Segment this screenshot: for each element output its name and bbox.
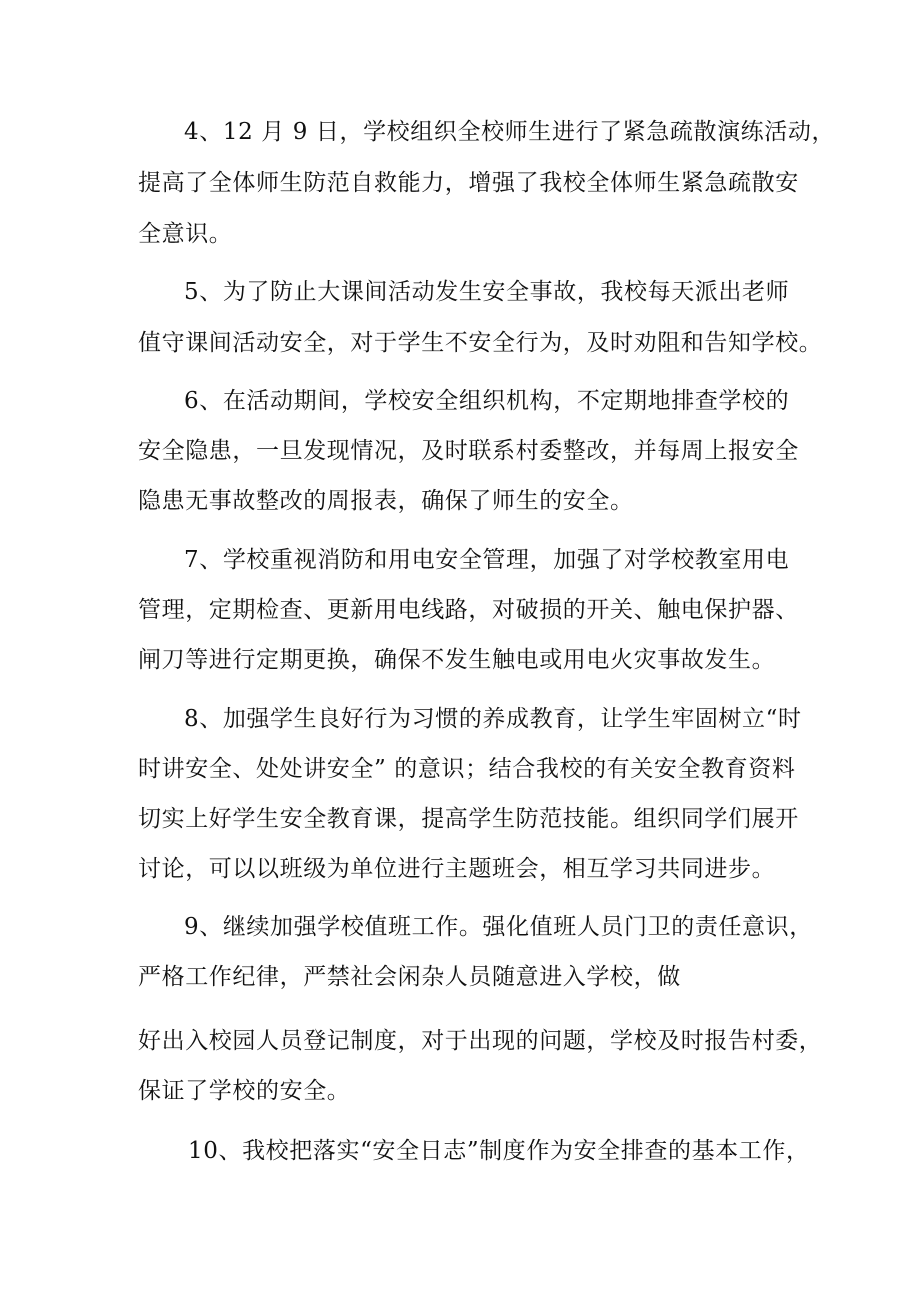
paragraph-10-line-1: 10、我校把落实“安全日志”制度作为安全排查的基本工作， [188,1138,810,1164]
paragraph-4-line-3: 全意识。 [138,221,233,247]
paragraph-8-line-4: 讨论，可以以班级为单位进行主题班会，相互学习共同进步。 [138,856,776,882]
paragraph-7-line-3: 闸刀等进行定期更换，确保不发生触电或用电火灾事故发生。 [138,647,776,673]
paragraph-7-line-2: 管理，定期检查、更新用电线路，对破损的开关、触电保护器、 [138,597,799,623]
paragraph-5-line-2: 值守课间活动安全，对于学生不安全行为，及时劝阻和告知学校。 [138,330,823,356]
paragraph-4-line-2: 提高了全体师生防范自救能力，增强了我校全体师生紧急疏散安 [138,170,799,196]
paragraph-5-line-1: 5、为了防止大课间活动发生安全事故，我校每天派出老师 [184,279,790,305]
paragraph-8-line-2: 时讲安全、处处讲安全” 的意识；结合我校的有关安全教育资料 [138,756,796,782]
paragraph-8-line-3: 切实上好学生安全教育课，提高学生防范技能。组织同学们展开 [138,806,799,832]
paragraph-6-line-1: 6、在活动期间，学校安全组织机构，不定期地排查学校的 [184,388,790,414]
paragraph-9-line-1: 9、继续加强学校值班工作。强化值班人员门卫的责任意识， [184,914,813,940]
paragraph-6-line-3: 隐患无事故整改的周报表，确保了师生的安全。 [138,488,634,514]
paragraph-9-line-4: 保证了学校的安全。 [138,1078,351,1104]
paragraph-8-line-1: 8、加强学生良好行为习惯的养成教育，让学生牢固树立“时 [184,706,802,732]
paragraph-4-line-1: 4、12 月 9 日，学校组织全校师生进行了紧急疏散演练活动， [184,119,836,145]
paragraph-9-line-3: 好出入校园人员登记制度，对于出现的问题，学校及时报告村委， [138,1028,823,1054]
paragraph-7-line-1: 7、学校重视消防和用电安全管理，加强了对学校教室用电 [184,547,790,573]
paragraph-6-line-2: 安全隐患，一旦发现情况，及时联系村委整改，并每周上报安全 [138,438,799,464]
paragraph-9-line-2: 严格工作纪律，严禁社会闲杂人员随意进入学校，做 [138,964,681,990]
